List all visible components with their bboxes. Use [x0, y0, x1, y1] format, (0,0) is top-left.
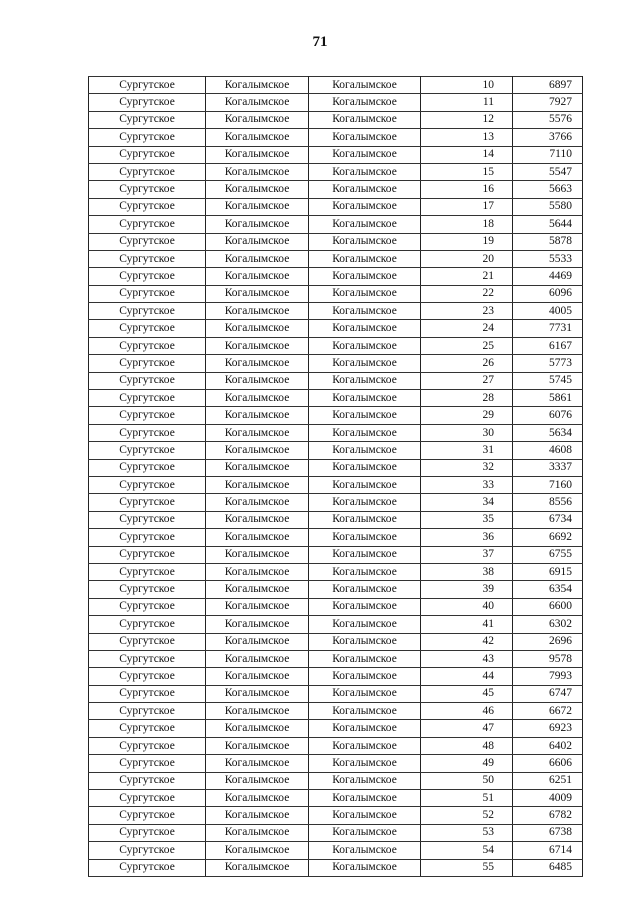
- table-row: [89, 842, 583, 859]
- field-cell: Когалымское: [206, 77, 309, 94]
- table-row: [89, 285, 583, 302]
- deposit-cell: Сургутское: [89, 650, 206, 667]
- value-cell: 7927: [513, 94, 583, 111]
- deposit-cell: Сургутское: [89, 511, 206, 528]
- value-cell: 7110: [513, 146, 583, 163]
- area-cell: Когалымское: [309, 598, 421, 615]
- number-cell: 43: [421, 650, 513, 667]
- number-cell: 37: [421, 546, 513, 563]
- field-cell: Когалымское: [206, 598, 309, 615]
- area-cell: Когалымское: [309, 163, 421, 180]
- deposit-cell: Сургутское: [89, 824, 206, 841]
- area-cell: Когалымское: [309, 772, 421, 789]
- number-cell: 11: [421, 94, 513, 111]
- value-cell: 5878: [513, 233, 583, 250]
- area-cell: Когалымское: [309, 563, 421, 580]
- table-row: [89, 633, 583, 650]
- deposit-cell: Сургутское: [89, 737, 206, 754]
- deposit-cell: Сургутское: [89, 616, 206, 633]
- field-cell: Когалымское: [206, 320, 309, 337]
- field-cell: Когалымское: [206, 546, 309, 563]
- deposit-cell: Сургутское: [89, 111, 206, 128]
- deposit-cell: Сургутское: [89, 459, 206, 476]
- area-cell: Когалымское: [309, 233, 421, 250]
- value-cell: 6354: [513, 581, 583, 598]
- table-row: [89, 807, 583, 824]
- deposit-cell: Сургутское: [89, 755, 206, 772]
- number-cell: 14: [421, 146, 513, 163]
- table-row: [89, 216, 583, 233]
- number-cell: 55: [421, 859, 513, 876]
- table-row: [89, 546, 583, 563]
- area-cell: Когалымское: [309, 807, 421, 824]
- number-cell: 18: [421, 216, 513, 233]
- page-number: 71: [312, 34, 328, 50]
- area-cell: Когалымское: [309, 442, 421, 459]
- field-cell: Когалымское: [206, 198, 309, 215]
- area-cell: Когалымское: [309, 511, 421, 528]
- value-cell: 5547: [513, 163, 583, 180]
- field-cell: Когалымское: [206, 824, 309, 841]
- table-row: [89, 668, 583, 685]
- deposit-cell: Сургутское: [89, 442, 206, 459]
- deposit-cell: Сургутское: [89, 633, 206, 650]
- number-cell: 24: [421, 320, 513, 337]
- deposit-cell: Сургутское: [89, 529, 206, 546]
- table-row: [89, 790, 583, 807]
- value-cell: 7160: [513, 476, 583, 493]
- area-cell: Когалымское: [309, 390, 421, 407]
- value-cell: 5663: [513, 181, 583, 198]
- area-cell: Когалымское: [309, 703, 421, 720]
- field-cell: Когалымское: [206, 476, 309, 493]
- value-cell: 4608: [513, 442, 583, 459]
- number-cell: 23: [421, 303, 513, 320]
- value-cell: 5644: [513, 216, 583, 233]
- value-cell: 6672: [513, 703, 583, 720]
- value-cell: 7731: [513, 320, 583, 337]
- table-row: [89, 442, 583, 459]
- area-cell: Когалымское: [309, 616, 421, 633]
- table-row: [89, 146, 583, 163]
- deposit-cell: Сургутское: [89, 250, 206, 267]
- table-row: [89, 407, 583, 424]
- table-row: [89, 494, 583, 511]
- table-row: [89, 424, 583, 441]
- table-row: [89, 163, 583, 180]
- area-cell: Когалымское: [309, 685, 421, 702]
- data-table: [88, 76, 583, 877]
- number-cell: 42: [421, 633, 513, 650]
- area-cell: Когалымское: [309, 94, 421, 111]
- area-cell: Когалымское: [309, 842, 421, 859]
- table-row: [89, 616, 583, 633]
- value-cell: 6915: [513, 563, 583, 580]
- deposit-cell: Сургутское: [89, 424, 206, 441]
- value-cell: 5576: [513, 111, 583, 128]
- deposit-cell: Сургутское: [89, 668, 206, 685]
- value-cell: 3337: [513, 459, 583, 476]
- area-cell: Когалымское: [309, 355, 421, 372]
- field-cell: Когалымское: [206, 390, 309, 407]
- table-row: [89, 824, 583, 841]
- number-cell: 10: [421, 77, 513, 94]
- table-row: [89, 320, 583, 337]
- field-cell: Когалымское: [206, 737, 309, 754]
- value-cell: 6485: [513, 859, 583, 876]
- value-cell: 6923: [513, 720, 583, 737]
- field-cell: Когалымское: [206, 633, 309, 650]
- table-row: [89, 372, 583, 389]
- value-cell: 6251: [513, 772, 583, 789]
- deposit-cell: Сургутское: [89, 772, 206, 789]
- table-row: [89, 390, 583, 407]
- area-cell: Когалымское: [309, 737, 421, 754]
- number-cell: 29: [421, 407, 513, 424]
- value-cell: 6755: [513, 546, 583, 563]
- number-cell: 30: [421, 424, 513, 441]
- number-cell: 49: [421, 755, 513, 772]
- value-cell: 6897: [513, 77, 583, 94]
- area-cell: Когалымское: [309, 668, 421, 685]
- deposit-cell: Сургутское: [89, 372, 206, 389]
- table-row: [89, 77, 583, 94]
- deposit-cell: Сургутское: [89, 320, 206, 337]
- number-cell: 46: [421, 703, 513, 720]
- area-cell: Когалымское: [309, 303, 421, 320]
- field-cell: Когалымское: [206, 355, 309, 372]
- value-cell: 4009: [513, 790, 583, 807]
- area-cell: Когалымское: [309, 407, 421, 424]
- deposit-cell: Сургутское: [89, 546, 206, 563]
- field-cell: Когалымское: [206, 772, 309, 789]
- field-cell: Когалымское: [206, 337, 309, 354]
- number-cell: 41: [421, 616, 513, 633]
- deposit-cell: Сургутское: [89, 390, 206, 407]
- field-cell: Когалымское: [206, 807, 309, 824]
- area-cell: Когалымское: [309, 633, 421, 650]
- number-cell: 31: [421, 442, 513, 459]
- number-cell: 40: [421, 598, 513, 615]
- table-row: [89, 337, 583, 354]
- table-row: [89, 772, 583, 789]
- field-cell: Когалымское: [206, 685, 309, 702]
- deposit-cell: Сургутское: [89, 285, 206, 302]
- table-row: [89, 476, 583, 493]
- number-cell: 21: [421, 268, 513, 285]
- number-cell: 27: [421, 372, 513, 389]
- field-cell: Когалымское: [206, 790, 309, 807]
- value-cell: 7993: [513, 668, 583, 685]
- area-cell: Когалымское: [309, 250, 421, 267]
- number-cell: 35: [421, 511, 513, 528]
- deposit-cell: Сургутское: [89, 842, 206, 859]
- field-cell: Когалымское: [206, 494, 309, 511]
- field-cell: Когалымское: [206, 424, 309, 441]
- table-row: [89, 94, 583, 111]
- number-cell: 54: [421, 842, 513, 859]
- table-row: [89, 268, 583, 285]
- number-cell: 12: [421, 111, 513, 128]
- table-row: [89, 755, 583, 772]
- number-cell: 16: [421, 181, 513, 198]
- area-cell: Когалымское: [309, 77, 421, 94]
- area-cell: Когалымское: [309, 546, 421, 563]
- table-row: [89, 581, 583, 598]
- deposit-cell: Сургутское: [89, 859, 206, 876]
- area-cell: Когалымское: [309, 198, 421, 215]
- area-cell: Когалымское: [309, 146, 421, 163]
- area-cell: Когалымское: [309, 581, 421, 598]
- deposit-cell: Сургутское: [89, 494, 206, 511]
- table-row: [89, 198, 583, 215]
- number-cell: 20: [421, 250, 513, 267]
- deposit-cell: Сургутское: [89, 563, 206, 580]
- deposit-cell: Сургутское: [89, 407, 206, 424]
- field-cell: Когалымское: [206, 650, 309, 667]
- area-cell: Когалымское: [309, 111, 421, 128]
- area-cell: Когалымское: [309, 790, 421, 807]
- value-cell: 9578: [513, 650, 583, 667]
- table-row: [89, 129, 583, 146]
- deposit-cell: Сургутское: [89, 163, 206, 180]
- deposit-cell: Сургутское: [89, 233, 206, 250]
- value-cell: 8556: [513, 494, 583, 511]
- table-row: [89, 181, 583, 198]
- value-cell: 5634: [513, 424, 583, 441]
- table-row: [89, 459, 583, 476]
- value-cell: 6692: [513, 529, 583, 546]
- deposit-cell: Сургутское: [89, 198, 206, 215]
- field-cell: Когалымское: [206, 268, 309, 285]
- field-cell: Когалымское: [206, 442, 309, 459]
- area-cell: Когалымское: [309, 755, 421, 772]
- table-row: [89, 233, 583, 250]
- field-cell: Когалымское: [206, 129, 309, 146]
- area-cell: Когалымское: [309, 372, 421, 389]
- table-row: [89, 737, 583, 754]
- value-cell: 6782: [513, 807, 583, 824]
- value-cell: 6714: [513, 842, 583, 859]
- area-cell: Когалымское: [309, 859, 421, 876]
- area-cell: Когалымское: [309, 494, 421, 511]
- number-cell: 48: [421, 737, 513, 754]
- number-cell: 13: [421, 129, 513, 146]
- table-row: [89, 703, 583, 720]
- number-cell: 26: [421, 355, 513, 372]
- field-cell: Когалымское: [206, 755, 309, 772]
- area-cell: Когалымское: [309, 268, 421, 285]
- field-cell: Когалымское: [206, 94, 309, 111]
- field-cell: Когалымское: [206, 250, 309, 267]
- number-cell: 25: [421, 337, 513, 354]
- number-cell: 32: [421, 459, 513, 476]
- area-cell: Когалымское: [309, 476, 421, 493]
- area-cell: Когалымское: [309, 459, 421, 476]
- number-cell: 45: [421, 685, 513, 702]
- field-cell: Когалымское: [206, 616, 309, 633]
- field-cell: Когалымское: [206, 303, 309, 320]
- value-cell: 5773: [513, 355, 583, 372]
- table-row: [89, 650, 583, 667]
- deposit-cell: Сургутское: [89, 703, 206, 720]
- value-cell: 5861: [513, 390, 583, 407]
- table-row: [89, 355, 583, 372]
- number-cell: 22: [421, 285, 513, 302]
- deposit-cell: Сургутское: [89, 807, 206, 824]
- field-cell: Когалымское: [206, 233, 309, 250]
- area-cell: Когалымское: [309, 650, 421, 667]
- field-cell: Когалымское: [206, 720, 309, 737]
- number-cell: 47: [421, 720, 513, 737]
- deposit-cell: Сургутское: [89, 181, 206, 198]
- area-cell: Когалымское: [309, 320, 421, 337]
- area-cell: Когалымское: [309, 285, 421, 302]
- table-row: [89, 511, 583, 528]
- value-cell: 4469: [513, 268, 583, 285]
- deposit-cell: Сургутское: [89, 268, 206, 285]
- value-cell: 5580: [513, 198, 583, 215]
- table-row: [89, 685, 583, 702]
- deposit-cell: Сургутское: [89, 216, 206, 233]
- value-cell: 6096: [513, 285, 583, 302]
- deposit-cell: Сургутское: [89, 94, 206, 111]
- deposit-cell: Сургутское: [89, 146, 206, 163]
- value-cell: 6302: [513, 616, 583, 633]
- value-cell: 6167: [513, 337, 583, 354]
- table-row: [89, 111, 583, 128]
- table-row: [89, 859, 583, 876]
- area-cell: Когалымское: [309, 824, 421, 841]
- table-row: [89, 563, 583, 580]
- table-row: [89, 529, 583, 546]
- field-cell: Когалымское: [206, 407, 309, 424]
- number-cell: 34: [421, 494, 513, 511]
- number-cell: 38: [421, 563, 513, 580]
- value-cell: 6606: [513, 755, 583, 772]
- table-row: [89, 303, 583, 320]
- field-cell: Когалымское: [206, 111, 309, 128]
- deposit-cell: Сургутское: [89, 476, 206, 493]
- number-cell: 36: [421, 529, 513, 546]
- field-cell: Когалымское: [206, 216, 309, 233]
- value-cell: 6747: [513, 685, 583, 702]
- field-cell: Когалымское: [206, 842, 309, 859]
- number-cell: 19: [421, 233, 513, 250]
- value-cell: 6076: [513, 407, 583, 424]
- field-cell: Когалымское: [206, 511, 309, 528]
- area-cell: Когалымское: [309, 424, 421, 441]
- number-cell: 39: [421, 581, 513, 598]
- deposit-cell: Сургутское: [89, 598, 206, 615]
- number-cell: 44: [421, 668, 513, 685]
- value-cell: 5533: [513, 250, 583, 267]
- value-cell: 6734: [513, 511, 583, 528]
- area-cell: Когалымское: [309, 529, 421, 546]
- area-cell: Когалымское: [309, 216, 421, 233]
- number-cell: 51: [421, 790, 513, 807]
- deposit-cell: Сургутское: [89, 337, 206, 354]
- number-cell: 28: [421, 390, 513, 407]
- deposit-cell: Сургутское: [89, 355, 206, 372]
- field-cell: Когалымское: [206, 163, 309, 180]
- field-cell: Когалымское: [206, 181, 309, 198]
- table-row: [89, 250, 583, 267]
- value-cell: 6600: [513, 598, 583, 615]
- table-body: [89, 77, 583, 877]
- number-cell: 15: [421, 163, 513, 180]
- value-cell: 5745: [513, 372, 583, 389]
- table-row: [89, 720, 583, 737]
- deposit-cell: Сургутское: [89, 685, 206, 702]
- deposit-cell: Сургутское: [89, 129, 206, 146]
- number-cell: 17: [421, 198, 513, 215]
- number-cell: 53: [421, 824, 513, 841]
- number-cell: 52: [421, 807, 513, 824]
- deposit-cell: Сургутское: [89, 790, 206, 807]
- area-cell: Когалымское: [309, 181, 421, 198]
- deposit-cell: Сургутское: [89, 720, 206, 737]
- deposit-cell: Сургутское: [89, 77, 206, 94]
- area-cell: Когалымское: [309, 337, 421, 354]
- value-cell: 6738: [513, 824, 583, 841]
- field-cell: Когалымское: [206, 529, 309, 546]
- deposit-cell: Сургутское: [89, 303, 206, 320]
- value-cell: 3766: [513, 129, 583, 146]
- field-cell: Когалымское: [206, 581, 309, 598]
- value-cell: 4005: [513, 303, 583, 320]
- number-cell: 33: [421, 476, 513, 493]
- number-cell: 50: [421, 772, 513, 789]
- deposit-cell: Сургутское: [89, 581, 206, 598]
- value-cell: 2696: [513, 633, 583, 650]
- value-cell: 6402: [513, 737, 583, 754]
- field-cell: Когалымское: [206, 668, 309, 685]
- field-cell: Когалымское: [206, 703, 309, 720]
- field-cell: Когалымское: [206, 859, 309, 876]
- field-cell: Когалымское: [206, 285, 309, 302]
- area-cell: Когалымское: [309, 720, 421, 737]
- area-cell: Когалымское: [309, 129, 421, 146]
- field-cell: Когалымское: [206, 146, 309, 163]
- field-cell: Когалымское: [206, 563, 309, 580]
- field-cell: Когалымское: [206, 372, 309, 389]
- field-cell: Когалымское: [206, 459, 309, 476]
- table-row: [89, 598, 583, 615]
